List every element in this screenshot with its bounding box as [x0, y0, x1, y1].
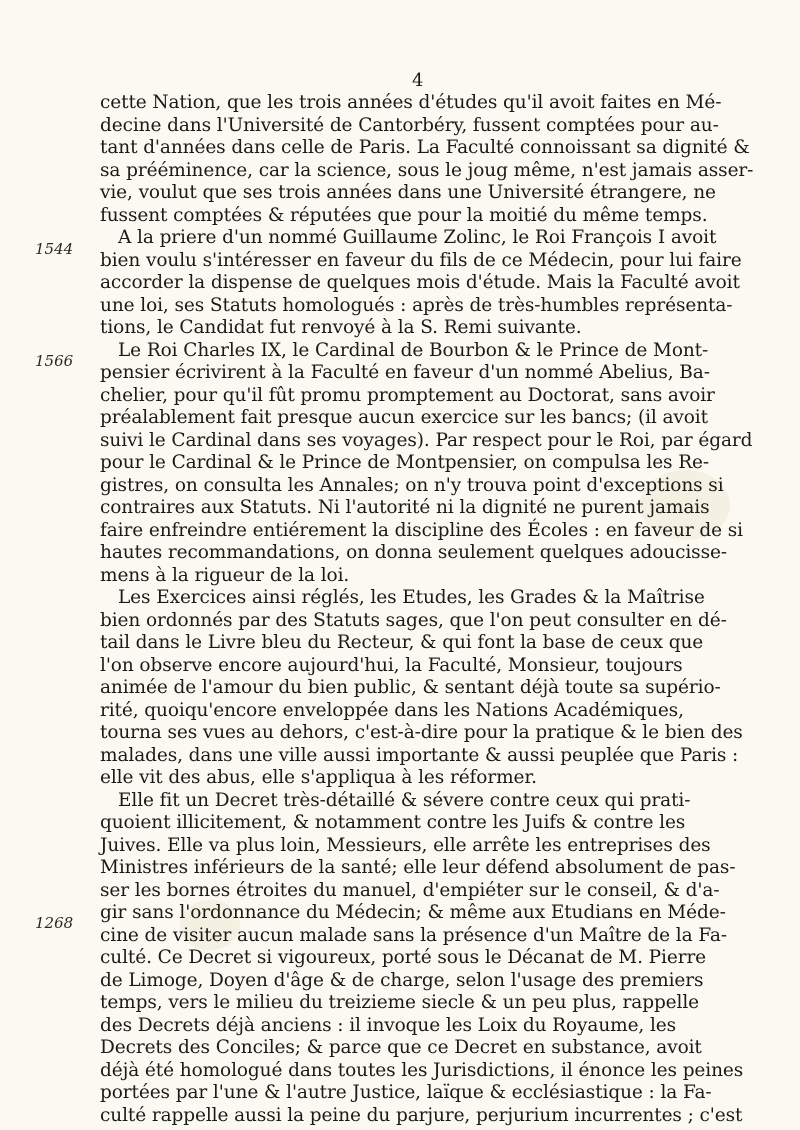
text-line: déjà été homologué dans toutes les Jurisdictions, il énonce les peines — [100, 1059, 744, 1081]
text-line: sa prééminence, car la science, sous le joug même, n'est jamais asser- — [100, 159, 754, 181]
text-line: tions, le Candidat fut renvoyé à la S. Remi suivante. — [100, 317, 582, 338]
text-line: Juives. Elle va plus loin, Messieurs, elle arrête les entreprises des — [100, 834, 711, 856]
text-line: pensier écrivirent à la Faculté en faveur d'un nommé Abelius, Ba- — [100, 362, 710, 383]
text-line: animée de l'amour du bien public, & sentant déjà toute sa supério- — [100, 677, 721, 698]
text-line: cine de visiter aucun malade sans la présence d'un Maître de la Fa- — [100, 924, 727, 946]
text-line: pour le Cardinal & le Prince de Montpensier, on compulsa les Re- — [100, 452, 710, 473]
text-line: tail dans le Livre bleu du Recteur, & qui font la base de ceux que — [100, 632, 704, 653]
text-line: gistres, on consulta les Annales; on n'y trouva point d'exceptions si — [100, 474, 724, 496]
text-line: bien ordonnés par des Statuts sages, que l'on peut consulter en dé- — [100, 609, 727, 631]
text-line: decine dans l'Université de Cantorbéry, fussent comptées pour au- — [100, 114, 719, 136]
text-line: tant d'années dans celle de Paris. La Faculté connoissant sa dignité & — [100, 137, 750, 158]
text-line: de Limoge, Doyen d'âge & de charge, selon l'usage des premiers — [100, 969, 704, 991]
margin-year: 1268 — [35, 914, 74, 932]
text-line: contraires aux Statuts. Ni l'autorité ni la dignité ne purent jamais — [100, 497, 710, 518]
text-line: culté rappelle aussi la peine du parjure, perjurium incurrentes ; c'est — [100, 1104, 743, 1126]
text-line: vie, voulut que ses trois années dans une Université étrangere, ne — [100, 182, 716, 203]
text-line: une loi, ses Statuts homologués : après de très-humbles représenta- — [100, 294, 733, 316]
page-number: 4 — [412, 70, 424, 91]
text-line: mens à la rigueur de la loi. — [100, 564, 350, 586]
text-line: des Decrets déjà anciens : il invoque les Loix du Royaume, les — [100, 1014, 677, 1036]
text-line: l'on observe encore aujourd'hui, la Faculté, Monsieur, toujours — [100, 654, 683, 676]
text-line: malades, dans une ville aussi importante & aussi peuplée que Paris : — [100, 744, 739, 766]
text-line: faire enfreindre entiérement la discipline des Écoles : en faveur de si — [100, 519, 743, 541]
text-line: Ministres inférieurs de la santé; elle leur défend absolument de pas- — [100, 857, 736, 878]
text-line: accorder la dispense de quelques mois d'étude. Mais la Faculté avoit — [100, 272, 740, 293]
text-line: Les Exercices ainsi réglés, les Etudes, les Grades & la Maîtrise — [118, 587, 705, 608]
text-line: gir sans l'ordonnance du Médecin; & même aux Etudians en Méde- — [100, 902, 726, 923]
text-line: bien voulu s'intéresser en faveur du fils de ce Médecin, pour lui faire — [100, 249, 742, 271]
text-line: tourna ses vues au dehors, c'est-à-dire pour la pratique & le bien des — [100, 722, 743, 743]
text-line: préalablement fait presque aucun exercice sur les bancs; (il avoit — [100, 407, 708, 428]
text-line: rité, quoiqu'encore enveloppée dans les Nations Académiques, — [100, 699, 684, 721]
text-line: suivi le Cardinal dans ses voyages). Par respect pour le Roi, par égard — [100, 429, 753, 451]
text-line: cette Nation, que les trois années d'études qu'il avoit faites en Mé- — [100, 92, 722, 113]
text-line: fussent comptées & réputées que pour la moitié du même temps. — [100, 204, 708, 226]
text-line: temps, vers le milieu du treizieme siecle & un peu plus, rappelle — [100, 992, 700, 1013]
text-line: portées par l'une & l'autre Justice, laïque & ecclésiastique : la Fa- — [100, 1082, 712, 1103]
text-line: A la priere d'un nommé Guillaume Zolinc, le Roi François I avoit — [118, 227, 717, 248]
text-line: Le Roi Charles IX, le Cardinal de Bourbon & le Prince de Mont- — [118, 339, 709, 361]
text-line: ser les bornes étroites du manuel, d'empiéter sur le conseil, & d'a- — [100, 879, 720, 901]
text-line: elle vit des abus, elle s'appliqua à les réformer. — [100, 767, 537, 788]
text-line: culté. Ce Decret si vigoureux, porté sous le Décanat de M. Pierre — [100, 947, 707, 968]
text-line: quoient illicitement, & notamment contre les Juifs & contre les — [100, 812, 686, 833]
text-line: hautes recommandations, on donna seulement quelques adoucisse- — [100, 542, 727, 563]
text-line: chelier, pour qu'il fût promu promptement au Doctorat, sans avoir — [100, 384, 715, 406]
margin-year: 1544 — [35, 240, 74, 258]
text-line: Elle fit un Decret très-détaillé & sévere contre ceux qui prati- — [118, 789, 691, 811]
text-line: Decrets des Conciles; & parce que ce Decret en substance, avoit — [100, 1037, 702, 1058]
margin-year: 1566 — [35, 352, 74, 370]
